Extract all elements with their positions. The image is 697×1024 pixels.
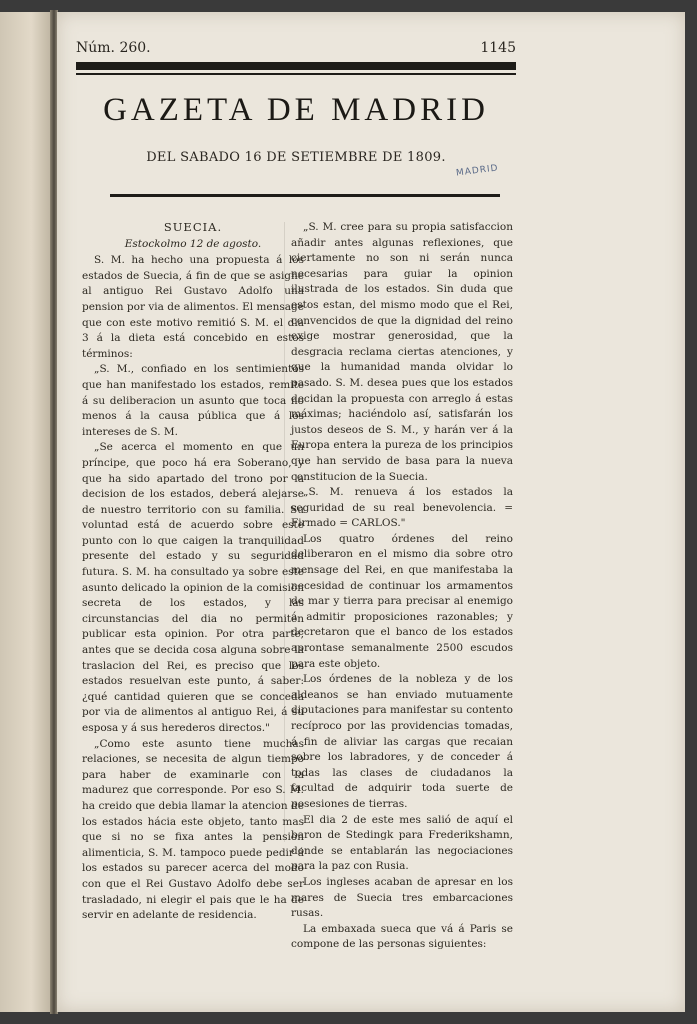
paragraph: Los quatro órdenes del reino deliberaron en el mismo dia sobre otro mensage del Rei, en que manifestaba la necesidad de continuar los armamentos de mar y tierra para precisar al enemigo á admitir proposiciones razonables; y decretaron que el banco de los estados aprontase semanalmente 2500 escudos para este objeto. (291, 532, 513, 670)
issue-number: Núm. 260. (76, 40, 151, 56)
facing-page-edge (0, 12, 52, 1012)
paragraph: „S. M. cree para su propia satisfaccion añadir antes algunas reflexiones, que ciertamente no son ni serán nunca necesarias para guiar la opinion ilustrada de los estados. Sin duda que estos estan, del mismo modo que el Rei, convencidos de que la dignidad del reino exige mostrar generosidad, que la desgracia reclama ciertas atenciones, y que la humanidad manda olvidar lo pasado. S. M. desea pues que los estados decidan la propuesta con arreglo á estas máximas; haciéndolo así, satisfarán los justos deseos de S. M., y harán ver á la Europa entera la pureza de los principios que han servido de basa para la nueva constitucion de la Suecia. (291, 221, 513, 483)
right-column (291, 220, 513, 953)
section-title: SUECIA. (163, 220, 223, 234)
paragraph: La embaxada sueca que vá á Paris se compone de las personas siguientes: (291, 922, 513, 951)
left-column (82, 220, 304, 924)
article-dateline: Estockolmo 12 de agosto. (124, 237, 262, 250)
header-rule-thick (76, 62, 516, 70)
paragraph: S. M. ha hecho una propuesta á los estados de Suecia, á fin de que se asigne al antiguo Rei Gustavo Adolfo una pension por via de alimentos. El mensage que con este motivo remitió S. M. el dia 3 á la dieta está concebido en estos términos: (82, 254, 304, 360)
paragraph: El dia 2 de este mes salió de aquí el baron de Stedingk para Frederikshamn, donde se entablarán las negociaciones para la paz con Rusia. (291, 813, 513, 873)
masthead-title: GAZETA DE MADRID (103, 92, 489, 128)
issue-date: DEL SABADO 16 DE SETIEMBRE DE 1809. (146, 150, 446, 165)
page-header (76, 40, 516, 58)
paragraph: „S. M., confiado en los sentimientos que han manifestado los estados, remite á su deliberacion un asunto que toca no menos á la causa pública que á los intereses de S. M. (82, 363, 304, 438)
header-rule-thin (76, 73, 516, 75)
page-number: 1145 (480, 40, 516, 56)
masthead-rule (110, 194, 500, 197)
paragraph: „Como este asunto tiene muchas relaciones, se necesita de algun tiempo para haber de examinarle con la madurez que corresponde. Por eso S. M. ha creido que debia llamar la atencion de los estados hácia este objeto, tanto mas que si no se fixa antes la pension alimenticia, S. M. tampoco puede pedir á los estados su parecer acerca del modo con que el Rei Gustavo Adolfo debe ser trasladado, ni elegir el pais que le ha de servir en adelante de residencia. (82, 737, 304, 922)
paragraph: Los órdenes de la nobleza y de los aldeanos se han enviado mutuamente diputaciones para manifestar su contento recíproco por las providencias tomadas, á fin de aliviar las cargas que recaian sobre los labradores, y de conceder á todas las clases de ciudadanos la facultad de adquirir toda suerte de posesiones de tierras. (291, 673, 513, 810)
paragraph: „Se acerca el momento en que un príncipe, que poco há era Soberano, y que ha sido apartado del trono por la decision de los estados, deberá alejarse de nuestro territorio con su familia. Su voluntad está de acuerdo sobre este punto con lo que caigen la tranquilidad presente del estado y su seguridad futura. S. M. ha consultado ya sobre este asunto delicado la opinion de la comision secreta de los estados, y las circunstancias del dia no permiten publicar esta opinion. Por otra parte, antes que se decida cosa alguna sobre la traslacion del Rei, es preciso que los estados resuelvan este punto, á saber: ¿qué cantidad quieren que se conceda por via de alimentos al antiguo Rei, á su esposa y á sus herederos directos." (82, 441, 304, 734)
paragraph: Los ingleses acaban de apresar en los mares de Suecia tres embarcaciones rusas. (291, 875, 513, 920)
paragraph: „S. M. renueva á los estados la seguridad de su real benevolencia. = Firmado = CARLOS." (291, 486, 513, 530)
library-stamp: MADRID (455, 163, 500, 179)
